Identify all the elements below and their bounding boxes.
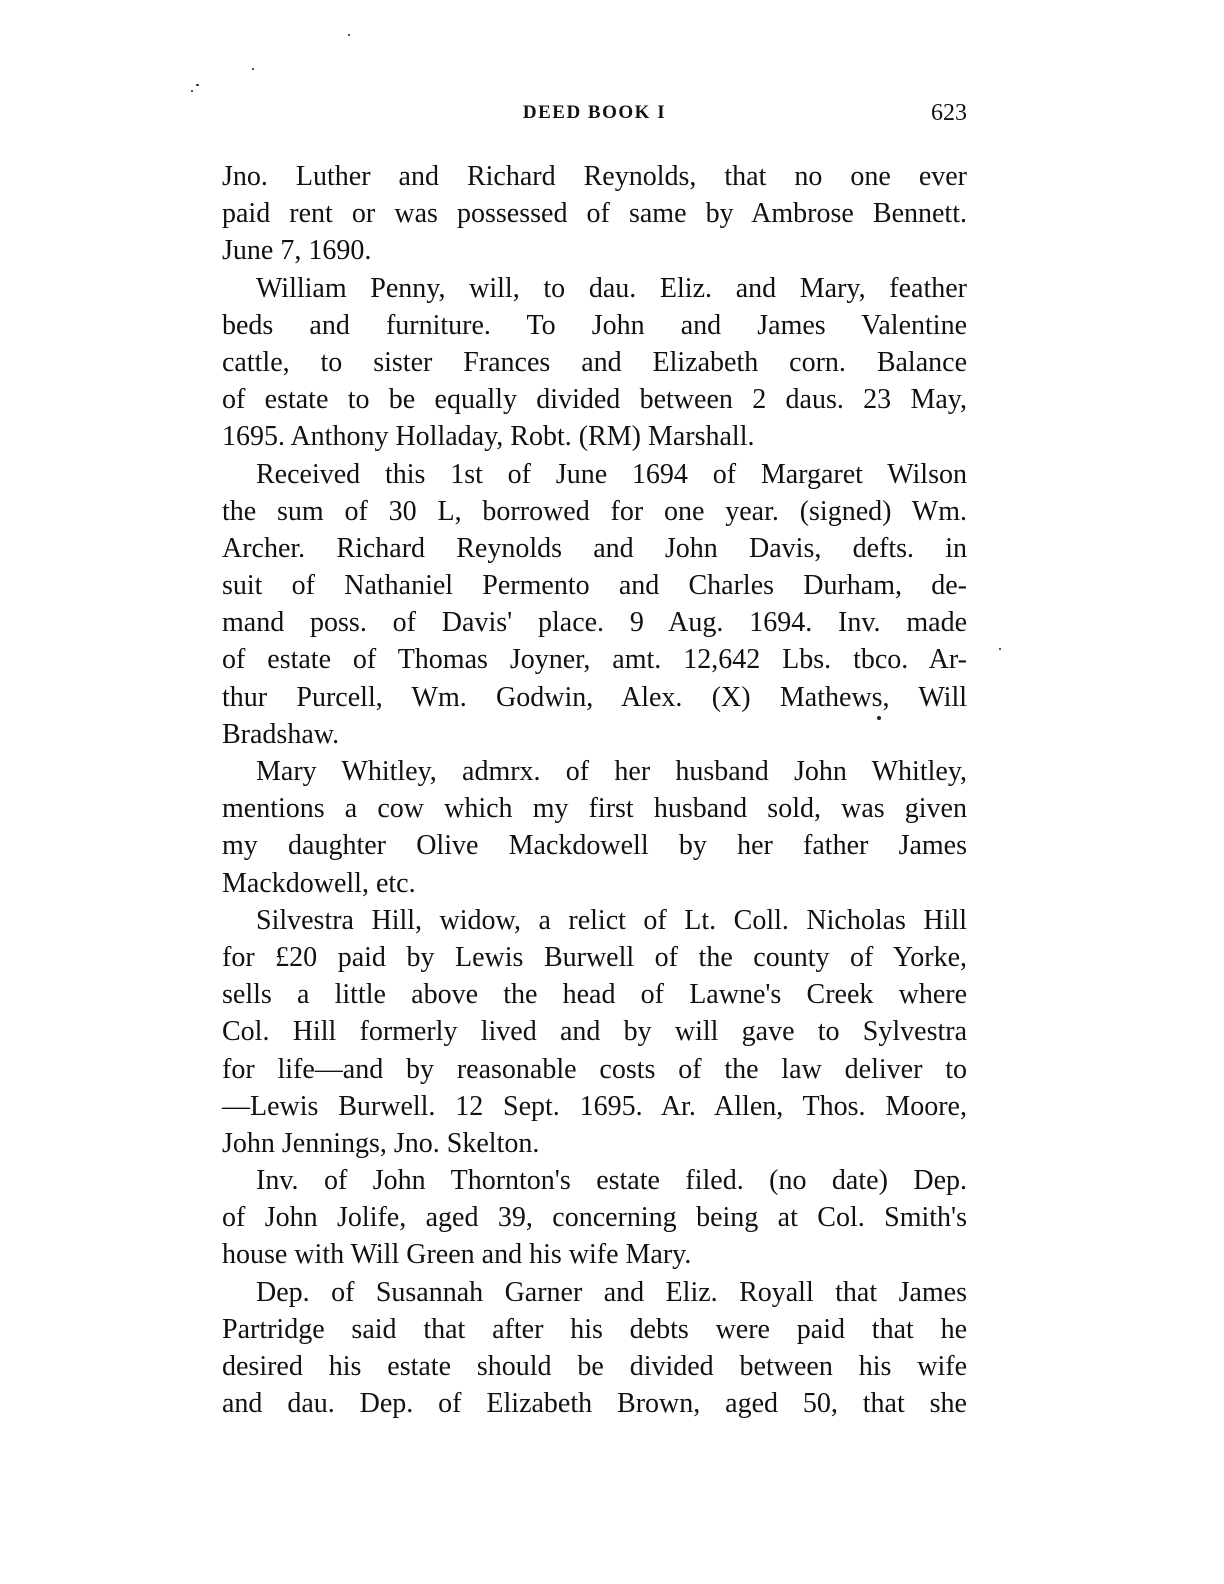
scan-speck	[191, 90, 193, 92]
text-line: for life—and by reasonable costs of the law deliver to	[222, 1053, 967, 1085]
text-line: John Jennings, Jno. Skelton.	[222, 1127, 540, 1159]
paragraph	[222, 1274, 967, 1423]
text-line: William Penny, will, to dau. Eliz. and Mary, feather	[256, 272, 967, 304]
text-line: Inv. of John Thornton's estate filed. (no date) Dep.	[256, 1165, 967, 1197]
text-line: June 7, 1690.	[222, 235, 372, 267]
paragraph	[222, 1162, 967, 1274]
text-line: Silvestra Hill, widow, a relict of Lt. Coll. Nicholas Hill	[256, 904, 967, 936]
text-line: of estate to be equally divided between 2 daus. 23 May,	[222, 384, 967, 416]
text-line: Jno. Luther and Richard Reynolds, that no one ever	[222, 161, 967, 192]
paragraph	[222, 158, 967, 270]
scan-speck	[252, 68, 254, 70]
paragraph	[222, 270, 967, 456]
text-line: Col. Hill formerly lived and by will gave to Sylvestra	[222, 1016, 967, 1048]
text-line: the sum of 30 L, borrowed for one year. (signed) Wm.	[222, 495, 967, 527]
paragraph	[222, 902, 967, 1162]
text-line: Bradshaw.	[222, 718, 340, 750]
text-line: Dep. of Susannah Garner and Eliz. Royall that James	[256, 1276, 967, 1308]
text-line: Archer. Richard Reynolds and John Davis, defts. in	[222, 532, 967, 564]
text-line: and dau. Dep. of Elizabeth Brown, aged 50, that she	[222, 1388, 967, 1420]
text-line: of estate of Thomas Joyner, amt. 12,642 Lbs. tbco. Ar-	[222, 644, 967, 676]
text-line: mentions a cow which my first husband sold, was given	[222, 793, 967, 825]
paragraph	[222, 456, 967, 754]
scan-speck	[348, 34, 350, 36]
text-line: of John Jolife, aged 39, concerning being at Col. Smith's	[222, 1202, 967, 1234]
scan-speck	[196, 84, 199, 86]
text-line: Mackdowell, etc.	[222, 867, 416, 899]
page-number: 623	[931, 100, 967, 126]
text-line: desired his estate should be divided between his wife	[222, 1351, 967, 1382]
text-line: house with Will Green and his wife Mary.	[222, 1239, 692, 1271]
text-line: sells a little above the head of Lawne's Creek where	[222, 979, 967, 1011]
paragraph	[222, 753, 967, 902]
text-line: my daughter Olive Mackdowell by her father James	[222, 830, 967, 862]
text-line: Partridge said that after his debts were paid that he	[222, 1313, 967, 1345]
text-line: Mary Whitley, admrx. of her husband John Whitley,	[256, 756, 967, 787]
text-line: —Lewis Burwell. 12 Sept. 1695. Ar. Allen, Thos. Moore,	[222, 1090, 967, 1122]
text-line: paid rent or was possessed of same by Ambrose Bennett.	[222, 198, 967, 230]
text-line: beds and furniture. To John and James Valentine	[222, 309, 967, 341]
text-line: suit of Nathaniel Permento and Charles Durham, de-	[222, 570, 967, 602]
body-text	[222, 158, 967, 1422]
running-head: DEED BOOK I	[522, 102, 667, 123]
text-line: for £20 paid by Lewis Burwell of the county of Yorke,	[222, 941, 967, 973]
page-header	[222, 98, 967, 138]
text-line: Received this 1st of June 1694 of Margaret Wilson	[256, 458, 967, 490]
text-line: 1695. Anthony Holladay, Robt. (RM) Marshall.	[222, 421, 755, 453]
text-line: thur Purcell, Wm. Godwin, Alex. (X) Mathews, Will	[222, 681, 967, 713]
text-line: cattle, to sister Frances and Elizabeth corn. Balance	[222, 346, 967, 378]
text-line: mand poss. of Davis' place. 9 Aug. 1694. Inv. made	[222, 607, 967, 639]
scan-speck	[999, 648, 1001, 650]
